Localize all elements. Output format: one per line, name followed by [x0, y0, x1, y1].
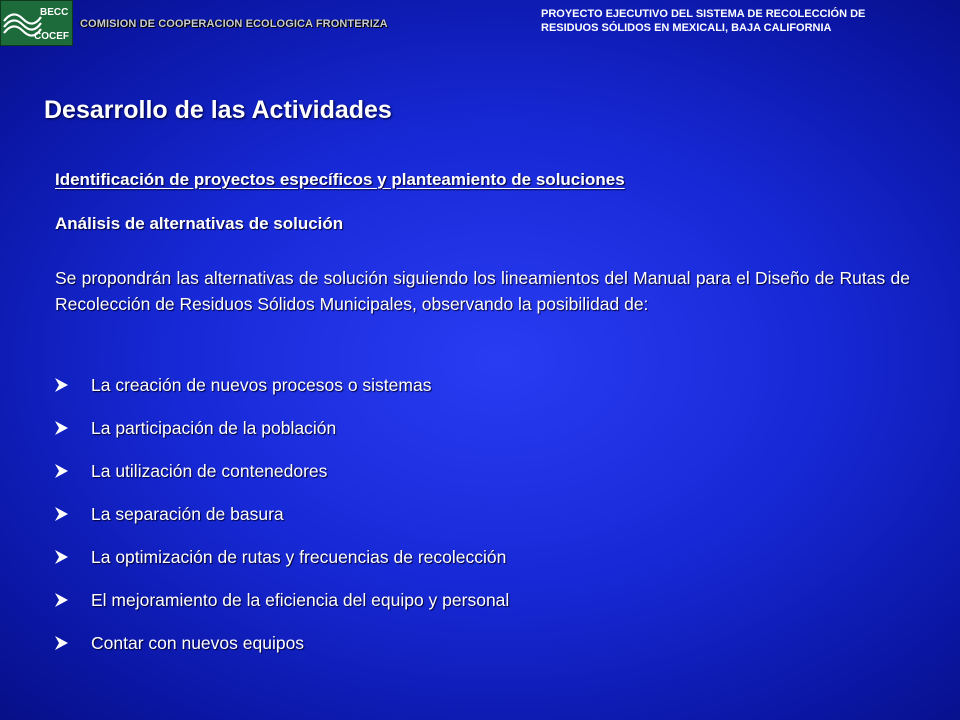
- bullet-item: [55, 459, 509, 502]
- project-title-line-1: PROYECTO EJECUTIVO DEL SISTEMA DE RECOLECCIÓN DE: [541, 8, 866, 20]
- body-paragraph: Se propondrán las alternativas de solución siguiendo los lineamientos del Manual para el Diseño de Rutas de Recolección de Residuos Sólidos Municipales, observando la posibilidad de:: [55, 268, 910, 314]
- arrowhead-bullet-icon: [55, 459, 91, 478]
- section-heading: Identificación de proyectos específicos y planteamiento de soluciones: [55, 170, 625, 189]
- slide-title: Desarrollo de las Actividades: [44, 96, 392, 124]
- subsection-heading: Análisis de alternativas de solución: [55, 214, 344, 233]
- bullet-text: El mejoramiento de la eficiencia del equipo y personal: [91, 590, 510, 610]
- arrowhead-bullet-icon: [55, 588, 91, 607]
- bullet-text: Contar con nuevos equipos: [91, 633, 305, 653]
- bullet-item: [55, 416, 509, 459]
- arrowhead-bullet-icon: [55, 416, 91, 435]
- logo-graphic: [1, 1, 72, 45]
- becc-cocef-logo: [0, 0, 73, 46]
- organization-name: COMISION DE COOPERACION ECOLOGICA FRONTERIZA: [80, 18, 388, 30]
- bullet-text: La utilización de contenedores: [91, 461, 328, 481]
- arrowhead-bullet-icon: [55, 373, 91, 392]
- bullet-item: [55, 545, 509, 588]
- arrowhead-bullet-icon: [55, 545, 91, 564]
- arrowhead-bullet-icon: [55, 631, 91, 650]
- bullet-list: [55, 373, 509, 674]
- bullet-item: [55, 631, 509, 674]
- bullet-text: La separación de basura: [91, 504, 284, 524]
- bullet-text: La creación de nuevos procesos o sistemas: [91, 375, 432, 395]
- logo-text-top: BECC: [40, 7, 69, 18]
- bullet-text: La optimización de rutas y frecuencias de recolección: [91, 547, 507, 567]
- bullet-item: [55, 502, 509, 545]
- bullet-item: [55, 373, 509, 416]
- logo-text-bottom: COCEF: [34, 31, 69, 42]
- bullet-text: La participación de la población: [91, 418, 337, 438]
- arrowhead-bullet-icon: [55, 502, 91, 521]
- project-title: [541, 7, 951, 35]
- project-title-line-2: RESIDUOS SÓLIDOS EN MEXICALI, BAJA CALIFORNIA: [541, 22, 832, 34]
- bullet-item: [55, 588, 509, 631]
